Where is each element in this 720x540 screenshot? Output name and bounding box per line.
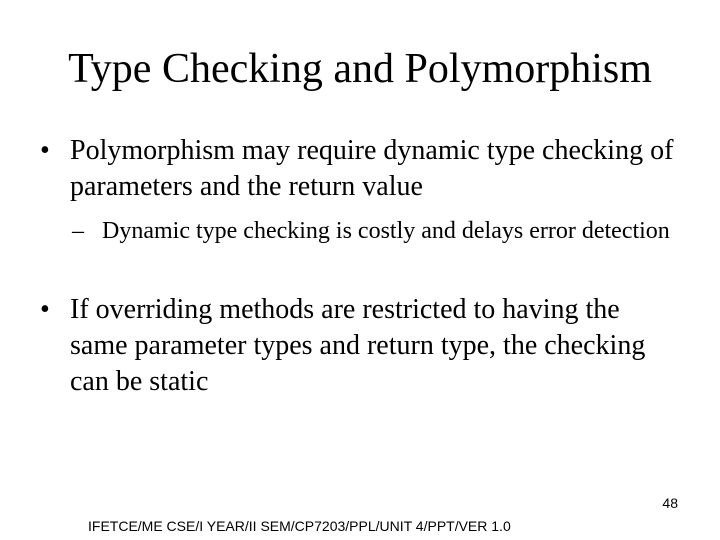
sub-bullet-mark: – xyxy=(72,218,84,244)
bullet-item xyxy=(40,133,680,205)
sub-bullet-text: Dynamic type checking is costly and delays error detection xyxy=(102,218,670,244)
bullet-item xyxy=(40,292,680,400)
sub-bullet-item xyxy=(72,214,672,248)
bullet-mark: • xyxy=(40,294,50,325)
bullet-text: If overriding methods are restricted to having the same parameter types and return type, the checking can be static xyxy=(70,294,646,397)
page-number: 48 xyxy=(662,495,678,511)
slide-title: Type Checking and Polymorphism xyxy=(68,46,652,92)
bullet-text: Polymorphism may require dynamic type checking of parameters and the return value xyxy=(70,135,674,202)
slide-footer: IFETCE/ME CSE/I YEAR/II SEM/CP7203/PPL/UNIT 4/PPT/VER 1.0 xyxy=(88,518,511,534)
bullet-mark: • xyxy=(40,135,50,166)
